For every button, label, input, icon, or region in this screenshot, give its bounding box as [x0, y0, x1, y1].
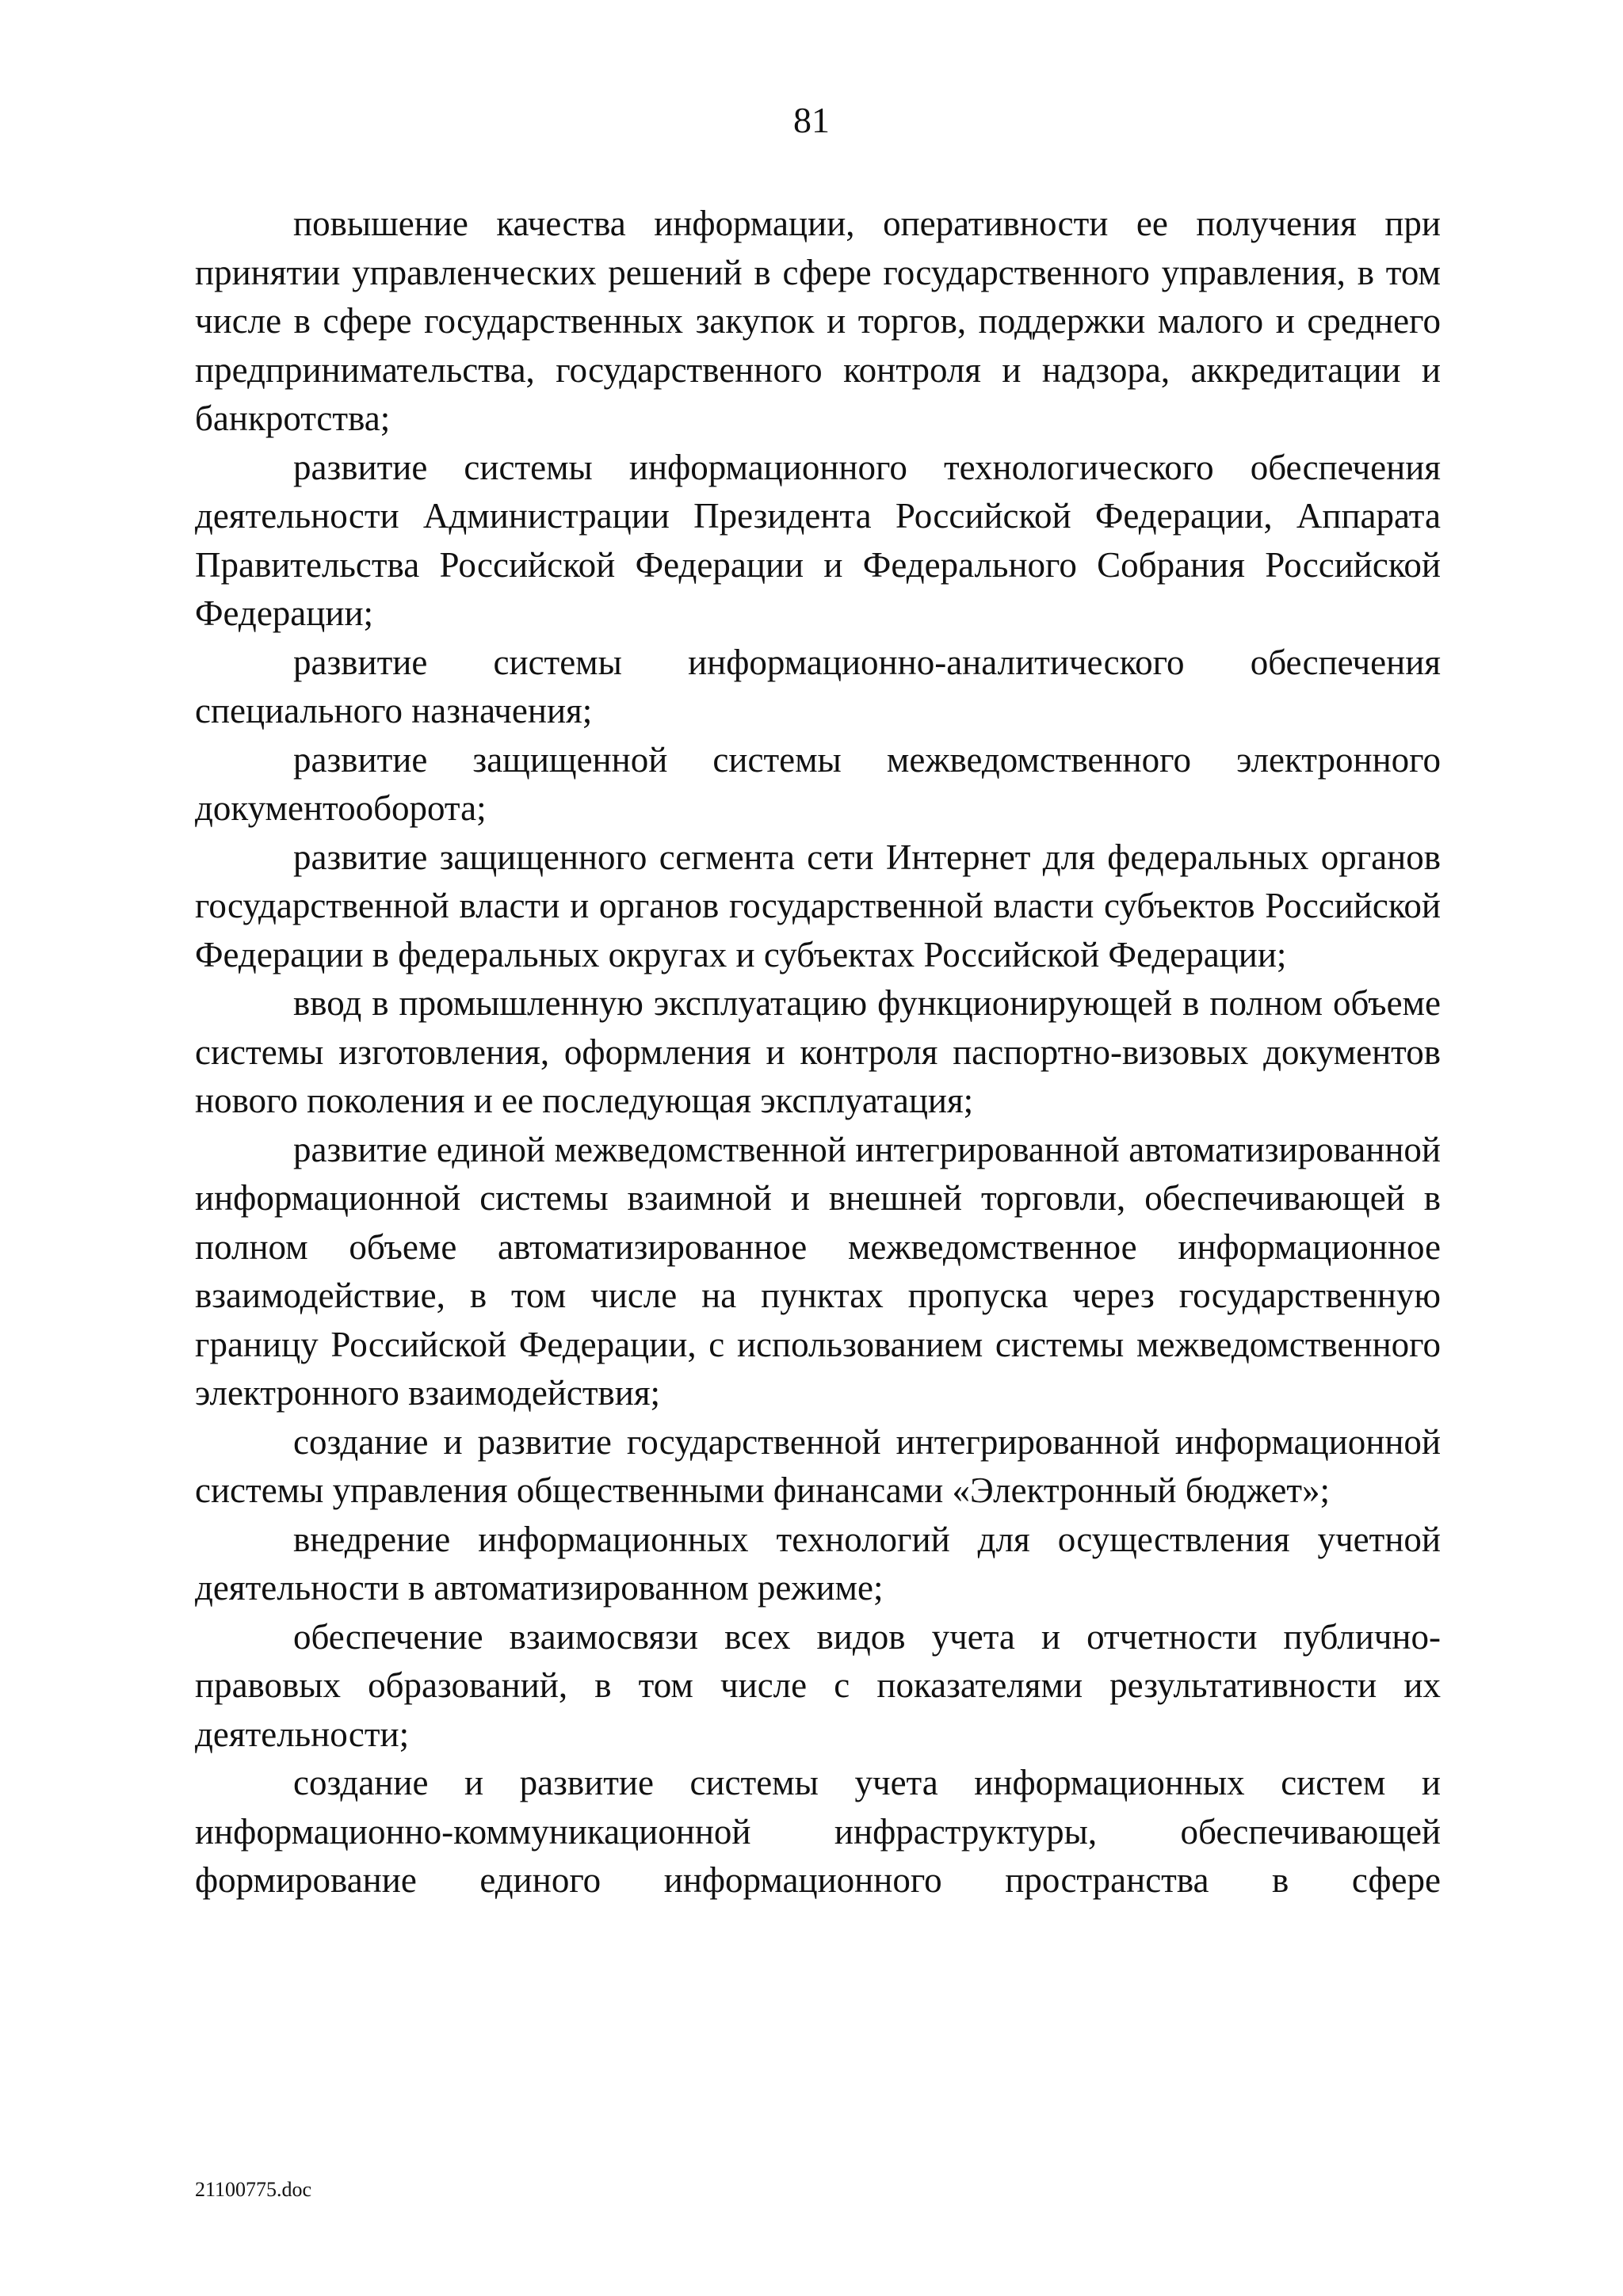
paragraph-1: повышение качества информации, оперативности ее получения при принятии управленческих решений в сфере государственного управления, в том числе в сфере государственных закупок и торгов, поддержки малого и среднего предпринимательства, государственного контроля и надзора, аккредитации и банкротства; — [195, 204, 1441, 438]
paragraph-8: создание и развитие государственной интегрированной информационной системы управления общественными финансами «Электронный бюджет»; — [195, 1421, 1441, 1510]
paragraph-9: внедрение информационных технологий для осуществления учетной деятельности в автоматизированном режиме; — [195, 1519, 1441, 1608]
document-body — [195, 200, 1441, 1905]
paragraph-6: ввод в промышленную эксплуатацию функционирующей в полном объеме системы изготовления, оформления и контроля паспортно-визовых документов нового поколения и ее последующая эксплуатация; — [195, 983, 1441, 1120]
paragraph-7: развитие единой межведомственной интегрированной автоматизированной информационной системы взаимной и внешней торговли, обеспечивающей в полном объеме автоматизированное межведомственное информационное взаимодействие, в том числе на пунктах пропуска через государственную границу Российской Федерации, с использованием системы межведомственного электронного взаимодействия; — [195, 1129, 1441, 1413]
footer-file-name: 21100775.doc — [195, 2178, 312, 2201]
paragraph-4: развитие защищенной системы межведомственного электронного документооборота; — [195, 739, 1441, 828]
page-number: 81 — [793, 100, 830, 140]
paragraph-3: развитие системы информационно-аналитического обеспечения специального назначения; — [195, 642, 1441, 730]
paragraph-10: обеспечение взаимосвязи всех видов учета и отчетности публично-правовых образований, в том числе с показателями результативности их деятельности; — [195, 1616, 1441, 1754]
paragraph-2: развитие системы информационного технологического обеспечения деятельности Администрации Президента Российской Федерации, Аппарата Правительства Российской Федерации и Федерального Собрания Российской Федерации; — [195, 447, 1441, 633]
paragraph-11: создание и развитие системы учета информационных систем и информационно-коммуникационной инфраструктуры, обеспечивающей формирование единого информационного пространства в сфере — [195, 1763, 1441, 1900]
paragraph-5: развитие защищенного сегмента сети Интернет для федеральных органов государственной власти и органов государственной власти субъектов Российской Федерации в федеральных округах и субъектах Российской Федерации; — [195, 837, 1441, 974]
